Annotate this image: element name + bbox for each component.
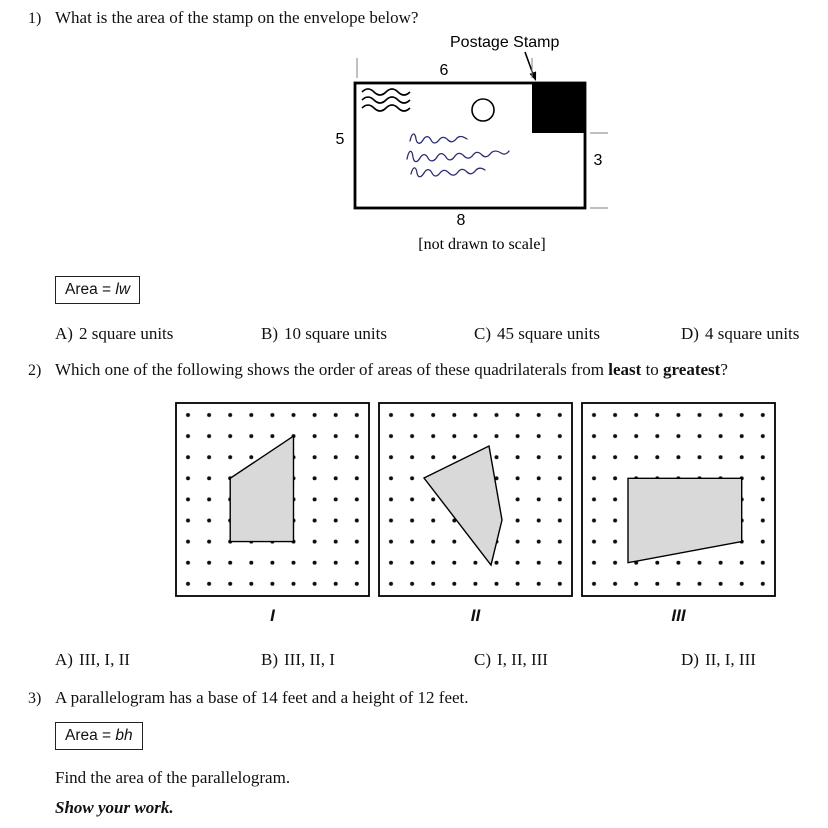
area-formula-box-q3 <box>55 722 143 750</box>
postage-stamp-label: Postage Stamp <box>450 34 560 51</box>
grid-labels <box>175 606 828 626</box>
dimension-left: 5 <box>335 131 345 148</box>
q2-text-mid: to <box>641 360 664 379</box>
question-3 <box>0 688 828 818</box>
q2-bold-greatest: greatest <box>663 360 721 379</box>
question-3-header <box>0 688 828 708</box>
formula-prefix: Area = <box>65 281 116 298</box>
choice-1d <box>681 324 828 344</box>
dot-grid-1-svg <box>175 402 370 597</box>
dimension-top: 6 <box>439 62 449 79</box>
choice-label: D) <box>681 650 699 669</box>
choice-label: D) <box>681 324 699 343</box>
question-1-number: 1) <box>28 10 42 27</box>
question-3-number: 3) <box>28 690 42 707</box>
find-area-instruction: Find the area of the parallelogram. <box>55 768 291 787</box>
choice-label: A) <box>55 650 73 669</box>
choice-label: B) <box>261 650 278 669</box>
choice-text: II, I, III <box>704 650 756 669</box>
q2-text-after: ? <box>720 360 728 379</box>
dot-grid-2 <box>378 402 573 602</box>
grid-label-3: III <box>671 606 686 625</box>
choice-text: 45 square units <box>497 324 600 343</box>
q2-text-before: Which one of the following shows the order of areas of these quadrilaterals from <box>55 360 609 379</box>
choice-label: C) <box>474 650 491 669</box>
area-formula-box-q1 <box>55 276 140 304</box>
question-3-text: A parallelogram has a base of 14 feet and a height of 12 feet. <box>55 688 469 707</box>
grid-label-1: I <box>270 606 275 625</box>
question-2-number: 2) <box>28 362 42 379</box>
dot-grid-3 <box>581 402 776 602</box>
dot-grid-2-svg <box>378 402 573 597</box>
choice-1b <box>261 324 474 344</box>
stamp-arrow-head <box>530 71 537 81</box>
choice-2a <box>55 650 261 670</box>
question-1-choices <box>55 324 828 344</box>
choice-text: 10 square units <box>284 324 387 343</box>
choice-text: III, II, I <box>284 650 335 669</box>
show-your-work-instruction: Show your work. <box>55 798 174 817</box>
envelope-diagram-svg <box>300 28 730 266</box>
choice-label: B) <box>261 324 278 343</box>
choice-label: C) <box>474 324 491 343</box>
dot-grid-1 <box>175 402 370 602</box>
postmark-circle <box>472 99 494 121</box>
envelope-diagram <box>300 28 828 266</box>
choice-2d <box>681 650 828 670</box>
not-to-scale-caption: [not drawn to scale] <box>418 236 546 253</box>
choice-text: I, II, III <box>497 650 548 669</box>
question-2-text <box>55 360 728 380</box>
question-2-header <box>0 360 828 380</box>
grid-label-2: II <box>470 606 481 625</box>
formula-prefix: Area = <box>65 727 116 744</box>
question-2-choices <box>55 650 828 670</box>
choice-label: A) <box>55 324 73 343</box>
formula-variable: lw <box>115 281 131 298</box>
choice-text: 4 square units <box>704 324 800 343</box>
formula-variable: bh <box>115 727 133 744</box>
question-1-header <box>0 8 828 28</box>
question-1-text: What is the area of the stamp on the envelope below? <box>55 8 419 27</box>
stamp <box>532 83 585 133</box>
q2-bold-least: least <box>608 360 642 379</box>
dimension-bottom: 8 <box>456 212 466 229</box>
choice-2b <box>261 650 474 670</box>
choice-2c <box>474 650 681 670</box>
choice-text: 2 square units <box>78 324 174 343</box>
choice-1c <box>474 324 681 344</box>
quadrilateral-grids <box>175 402 828 602</box>
choice-text: III, I, II <box>78 650 130 669</box>
dot-grid-3-svg <box>581 402 776 597</box>
dimension-right: 3 <box>593 152 603 169</box>
choice-1a <box>55 324 261 344</box>
